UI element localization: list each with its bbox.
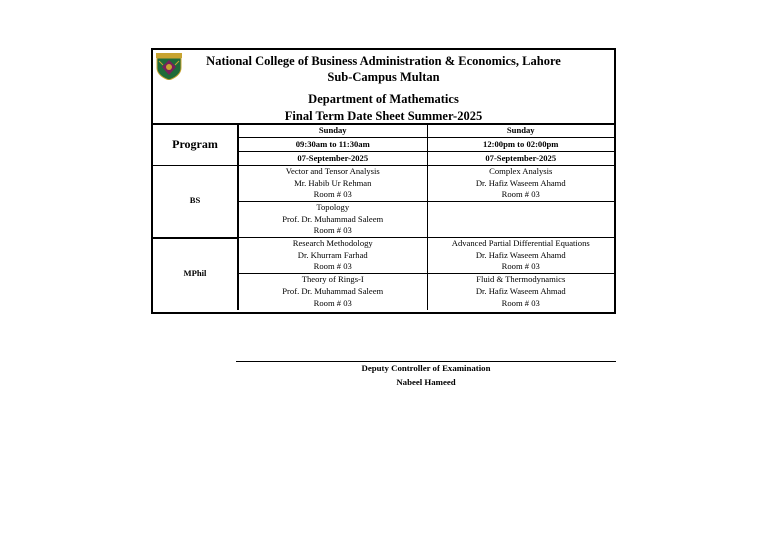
course-name: Complex Analysis — [489, 166, 553, 177]
date-sheet-header — [153, 50, 614, 125]
exam-cell — [238, 274, 427, 310]
exam-cell — [427, 166, 614, 202]
slot-2-date: 07-September-2025 — [427, 152, 614, 166]
program-name-bs: BS — [153, 166, 238, 238]
course-name: Theory of Rings-I — [301, 274, 364, 285]
date-sheet — [151, 48, 616, 314]
teacher-name: Dr. Khurram Farhad — [297, 249, 368, 260]
table-row — [153, 166, 614, 202]
date-sheet-title: Final Term Date Sheet Summer-2025 — [284, 109, 483, 123]
exam-cell — [427, 238, 614, 274]
room-number: Room # 03 — [313, 189, 352, 200]
room-number: Room # 03 — [313, 297, 352, 308]
exam-cell — [238, 238, 427, 274]
slot-2-day: Sunday — [427, 124, 614, 138]
exam-cell-empty — [427, 202, 614, 238]
teacher-name: Dr. Hafiz Waseem Ahamd — [475, 177, 566, 188]
course-name: Topology — [316, 202, 350, 213]
table-row — [153, 238, 614, 274]
room-number: Room # 03 — [501, 297, 540, 308]
room-number: Room # 03 — [313, 225, 352, 236]
room-number: Room # 03 — [501, 261, 540, 272]
program-header: Program — [153, 124, 238, 166]
course-name: Fluid & Thermodynamics — [476, 274, 566, 285]
campus-name: Sub-Campus Multan — [327, 70, 440, 84]
department-name: Department of Mathematics — [308, 92, 459, 106]
slot-1-day: Sunday — [238, 124, 427, 138]
signatory-designation: Deputy Controller of Examination — [361, 363, 491, 373]
teacher-name: Dr. Hafiz Waseem Ahmad — [475, 285, 566, 296]
slot-1-date: 07-September-2025 — [238, 152, 427, 166]
exam-cell — [238, 166, 427, 202]
teacher-name: Dr. Hafiz Waseem Ahamd — [475, 249, 566, 260]
course-name: Advanced Partial Differential Equations — [451, 238, 590, 249]
room-number: Room # 03 — [313, 261, 352, 272]
exam-cell — [238, 202, 427, 238]
slot-1-time: 09:30am to 11:30am — [238, 138, 427, 152]
slot-2-time: 12:00pm to 02:00pm — [427, 138, 614, 152]
exam-cell — [427, 274, 614, 310]
day-row — [153, 124, 614, 138]
room-number: Room # 03 — [501, 189, 540, 200]
schedule-table — [153, 124, 614, 310]
course-name: Research Methodology — [292, 238, 373, 249]
signatory-name: Nabeel Hameed — [396, 377, 456, 387]
institution-name: National College of Business Administration & Economics, Lahore — [206, 54, 561, 68]
teacher-name: Prof. Dr. Muhammad Saleem — [282, 213, 384, 224]
signature-block — [236, 361, 616, 387]
teacher-name: Mr. Habib Ur Rehman — [294, 177, 372, 188]
teacher-name: Prof. Dr. Muhammad Saleem — [282, 285, 384, 296]
program-name-mphil: MPhil — [153, 238, 238, 310]
course-name: Vector and Tensor Analysis — [285, 166, 380, 177]
